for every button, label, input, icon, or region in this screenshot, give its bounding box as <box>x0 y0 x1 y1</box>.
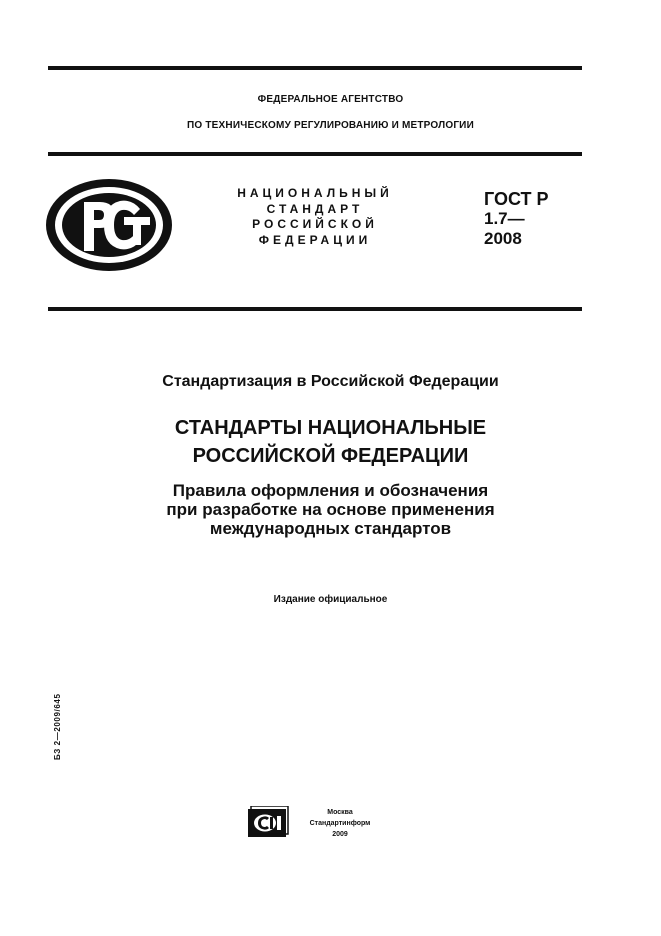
national-standard-line-1: НАЦИОНАЛЬНЫЙ <box>237 186 393 200</box>
national-standard-line-2: СТАНДАРТ <box>266 201 364 216</box>
series-title: Стандартизация в Российской Федерации <box>162 373 499 390</box>
standard-code-line-2: 1.7— <box>484 209 525 228</box>
subtitle-line-3: международных стандартов <box>209 519 452 538</box>
agency-line-1: ФЕДЕРАЛЬНОЕ АГЕНТСТВО <box>257 94 404 105</box>
edition-label: Издание официальное <box>273 594 388 605</box>
subtitle-line-1: Правила оформления и обозначения <box>172 481 489 500</box>
standard-code-line-1: ГОСТ Р <box>484 189 549 209</box>
standard-code-line-3: 2008 <box>484 229 522 248</box>
national-standard-label <box>210 186 420 248</box>
main-title <box>0 414 661 470</box>
subtitle-line-2: при разработке на основе применения <box>166 500 495 519</box>
agency-line-2: ПО ТЕХНИЧЕСКОМУ РЕГУЛИРОВАНИЮ И МЕТРОЛОГИИ <box>187 120 474 131</box>
standartinform-logo-icon <box>247 806 289 838</box>
national-standard-line-3: РОССИЙСКОЙ <box>252 217 378 231</box>
main-title-line-1: СТАНДАРТЫ НАЦИОНАЛЬНЫЕ <box>174 417 487 439</box>
gost-r-emblem-icon <box>44 175 174 275</box>
subtitle <box>0 481 661 538</box>
main-title-line-2: РОССИЙСКОЙ ФЕДЕРАЦИИ <box>192 445 469 467</box>
title-block-rule <box>48 307 582 311</box>
publisher-name: Стандартинформ <box>309 820 371 827</box>
publisher-city: Москва <box>327 809 353 816</box>
side-code: БЗ 2—2009/645 <box>53 693 62 760</box>
publisher-info <box>300 807 380 840</box>
publisher-year: 2009 <box>332 831 348 838</box>
header-divider-rule <box>48 152 582 156</box>
national-standard-line-4: ФЕДЕРАЦИИ <box>258 232 372 247</box>
standard-code <box>484 189 549 249</box>
top-rule <box>48 66 582 70</box>
